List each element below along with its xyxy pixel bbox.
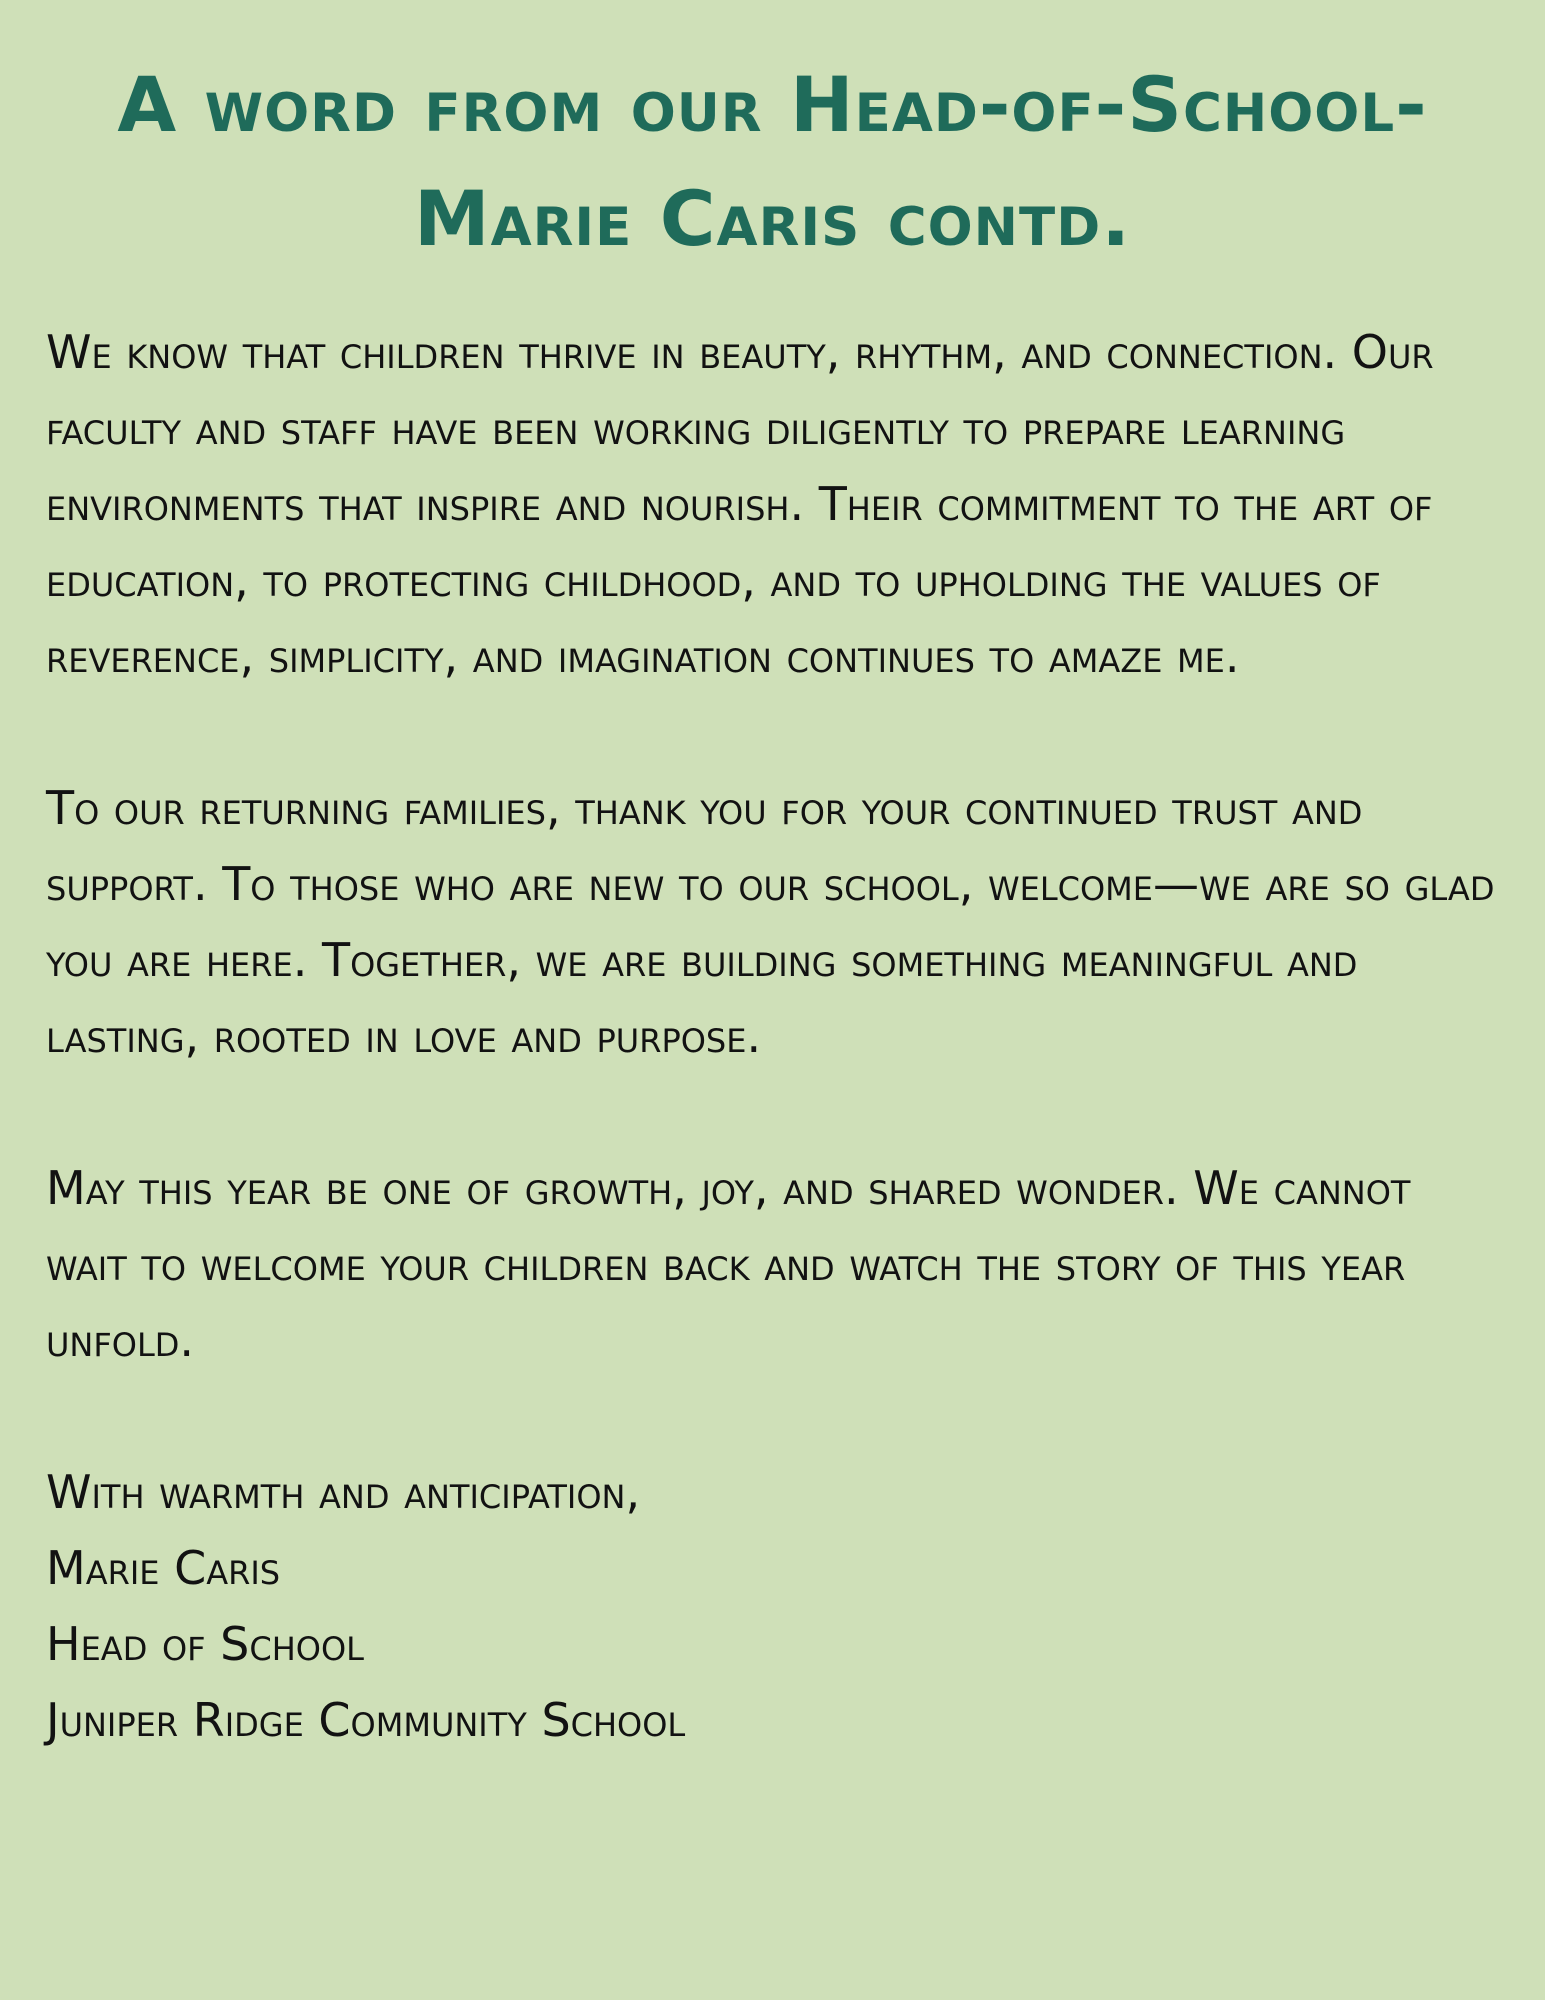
page-title-line-1: A word from our Head-of-School- [117,60,1428,149]
letter-signoff [46,1454,1499,1758]
letter-paragraph-3: May this year be one of growth, joy, and shared wonder. We cannot wait to welcome your children back and watch the story of this year unfold. [46,1161,1411,1367]
page-title-line-2: Marie Caris contd. [413,174,1132,263]
signer-title: Head of School [46,1617,364,1671]
letter-body [46,314,1499,1758]
letter-paragraph-2: To our returning families, thank you for your continued trust and support. To those who are new to our school, welcome—we are so glad you are here. Together, we are building something meaningful and lasting, rooted in love and purpose. [46,781,1495,1063]
school-name: Juniper Ridge Community School [46,1693,686,1747]
closing-line: With warmth and anticipation, [46,1465,641,1519]
signer-name: Marie Caris [46,1541,281,1595]
page-title [46,48,1499,276]
letter-paragraph-1: We know that children thrive in beauty, rhythm, and connection. Our faculty and staff have been working diligently to prepare learning environments that inspire and nourish. Their commitment to the art of education, to protecting childhood, and to upholding the values of reverence, simplicity, and imagination continues to amaze me. [46,325,1434,683]
